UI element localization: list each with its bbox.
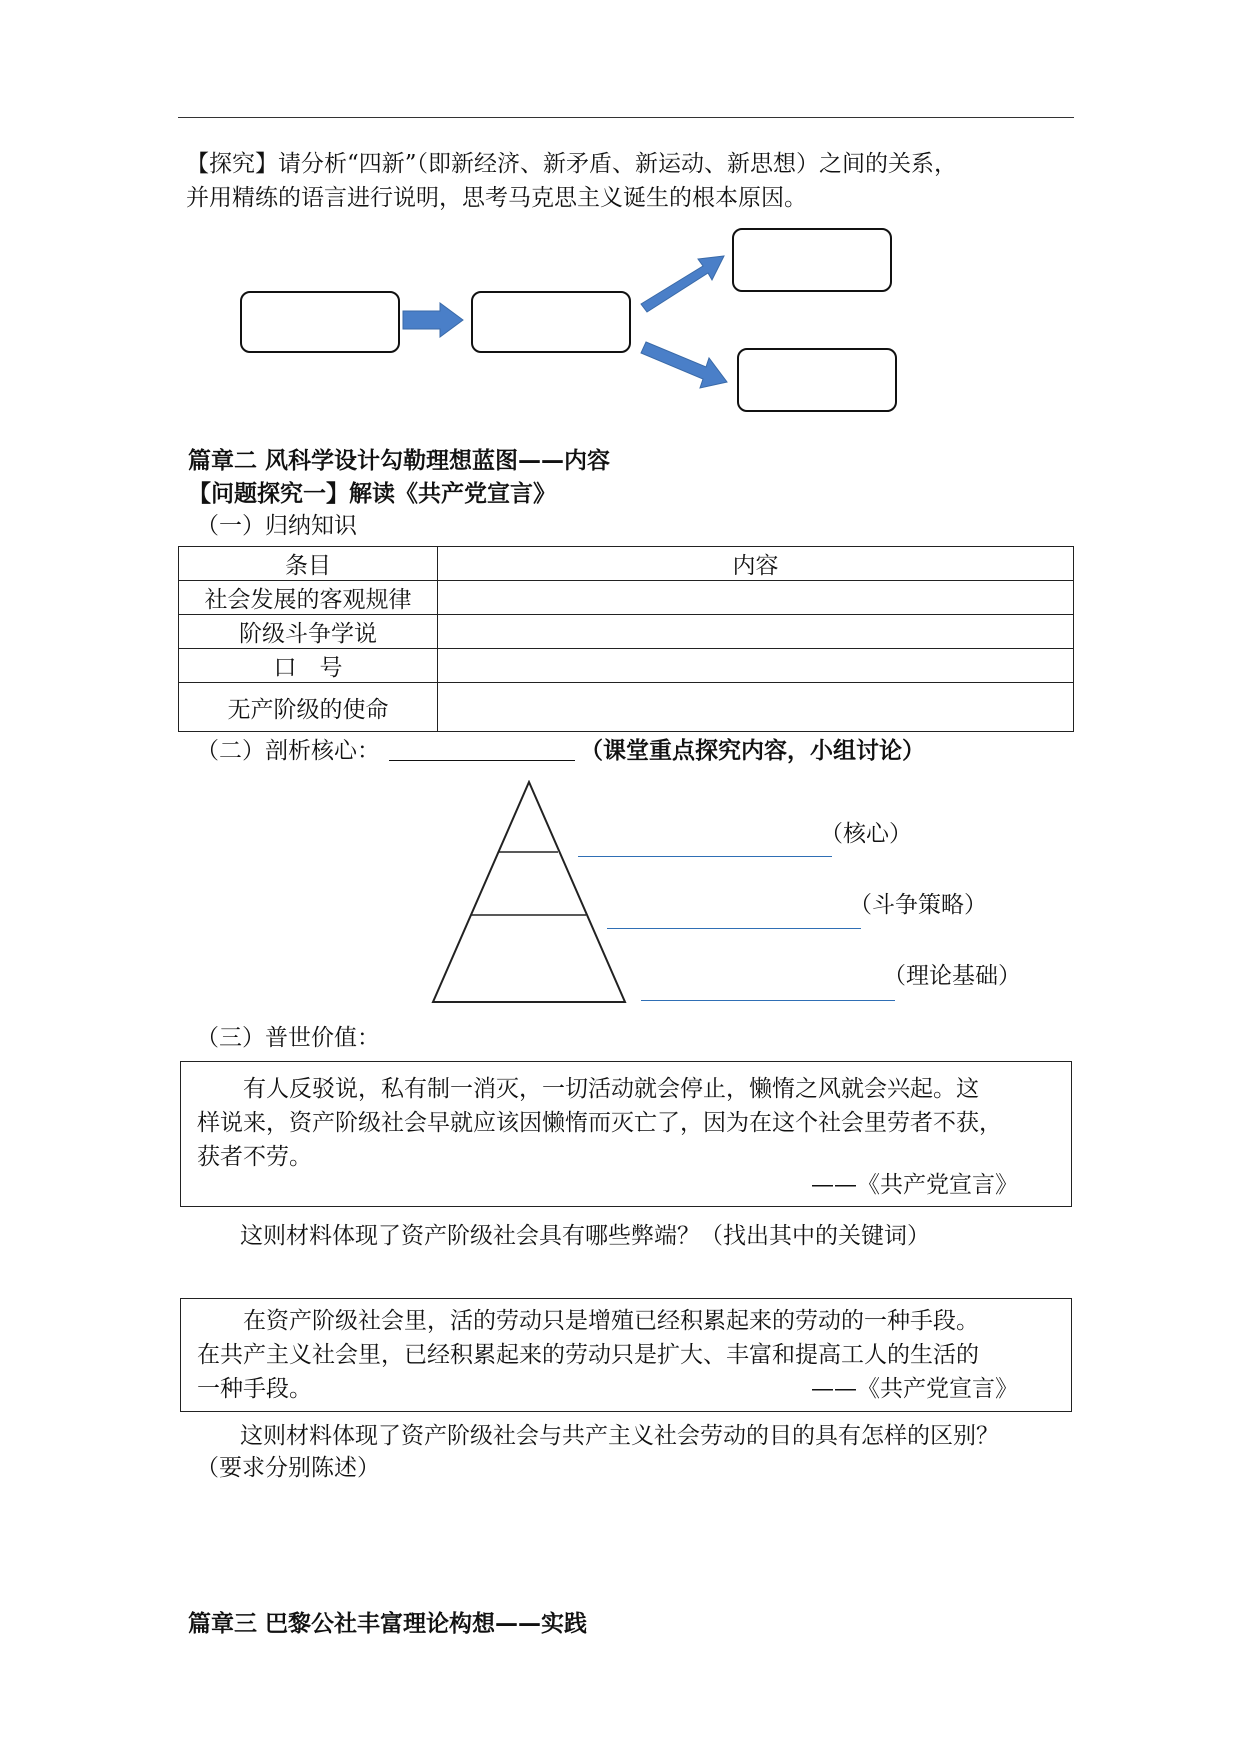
row-content[interactable] <box>438 615 1074 649</box>
sub-heading-1: （一）归纳知识 <box>196 513 357 539</box>
pyramid-label-theory: （理论基础） <box>883 963 1021 989</box>
header-item: 条目 <box>179 547 438 581</box>
pyramid-label-core: （核心） <box>820 821 912 847</box>
table-row <box>179 615 1074 649</box>
pyramid-line-strategy[interactable] <box>607 928 861 929</box>
flow-arrows <box>0 0 1241 460</box>
question-b-line-2: （要求分别陈述） <box>196 1455 380 1481</box>
quote-box-1 <box>180 1061 1072 1207</box>
chapter-3-title: 篇章三 巴黎公社丰富理论构想——实践 <box>188 1611 588 1637</box>
question-b-line-1: 这则材料体现了资产阶级社会与共产主义社会劳动的目的具有怎样的区别？ <box>240 1423 999 1449</box>
row-content[interactable] <box>438 581 1074 615</box>
quote-1-line-3: 获者不劳。 <box>197 1144 312 1170</box>
row-item: 阶级斗争学说 <box>179 615 438 649</box>
quote-2-line-3: 一种手段。 <box>197 1376 312 1402</box>
row-content[interactable] <box>438 649 1074 683</box>
sub-heading-2-note: （课堂重点探究内容，小组讨论） <box>580 738 925 764</box>
question-a: 这则材料体现了资产阶级社会具有哪些弊端？（找出其中的关键词） <box>240 1223 930 1249</box>
quote-1-source: ——《共产党宣言》 <box>811 1172 1018 1198</box>
explore-line-1: 【探究】请分析“四新”（即新经济、新矛盾、新运动、新思想）之间的关系， <box>186 151 958 177</box>
arrow-up-right-icon <box>641 256 724 312</box>
row-content[interactable] <box>438 683 1074 732</box>
core-answer-line[interactable] <box>389 760 575 761</box>
quote-box-2 <box>180 1298 1072 1412</box>
table-header-row <box>179 547 1074 581</box>
question-1-title: 【问题探究一】解读《共产党宣言》 <box>188 481 556 507</box>
sub-heading-2: （二）剖析核心： <box>196 738 380 764</box>
explore-line-2: 并用精练的语言进行说明，思考马克思主义诞生的根本原因。 <box>186 185 807 211</box>
quote-2-line-2: 在共产主义社会里，已经积累起来的劳动只是扩大、丰富和提高工人的生活的 <box>197 1342 979 1368</box>
row-item: 社会发展的客观规律 <box>179 581 438 615</box>
table-row <box>179 581 1074 615</box>
header-content: 内容 <box>438 547 1074 581</box>
quote-2-line-1: 在资产阶级社会里，活的劳动只是增殖已经积累起来的劳动的一种手段。 <box>243 1308 979 1334</box>
quote-2-source: ——《共产党宣言》 <box>811 1376 1018 1402</box>
chapter-2-title: 篇章二 风科学设计勾勒理想蓝图——内容 <box>188 448 611 474</box>
sub-heading-3: （三）普世价值： <box>196 1025 380 1051</box>
table-row <box>179 649 1074 683</box>
quote-1-line-1: 有人反驳说，私有制一消灭，一切活动就会停止，懒惰之风就会兴起。这 <box>243 1076 979 1102</box>
row-item: 口 号 <box>179 649 438 683</box>
pyramid-line-core[interactable] <box>578 856 832 857</box>
knowledge-table <box>178 546 1074 732</box>
quote-1-line-2: 样说来，资产阶级社会早就应该因懒惰而灭亡了，因为在这个社会里劳者不获， <box>197 1110 1002 1136</box>
table-row <box>179 683 1074 732</box>
arrow-right-icon <box>403 303 463 337</box>
row-item: 无产阶级的使命 <box>179 683 438 732</box>
arrow-down-right-icon <box>641 342 727 388</box>
pyramid-line-theory[interactable] <box>641 1000 895 1001</box>
pyramid-label-strategy: （斗争策略） <box>849 892 987 918</box>
pyramid-diagram <box>430 780 630 1005</box>
